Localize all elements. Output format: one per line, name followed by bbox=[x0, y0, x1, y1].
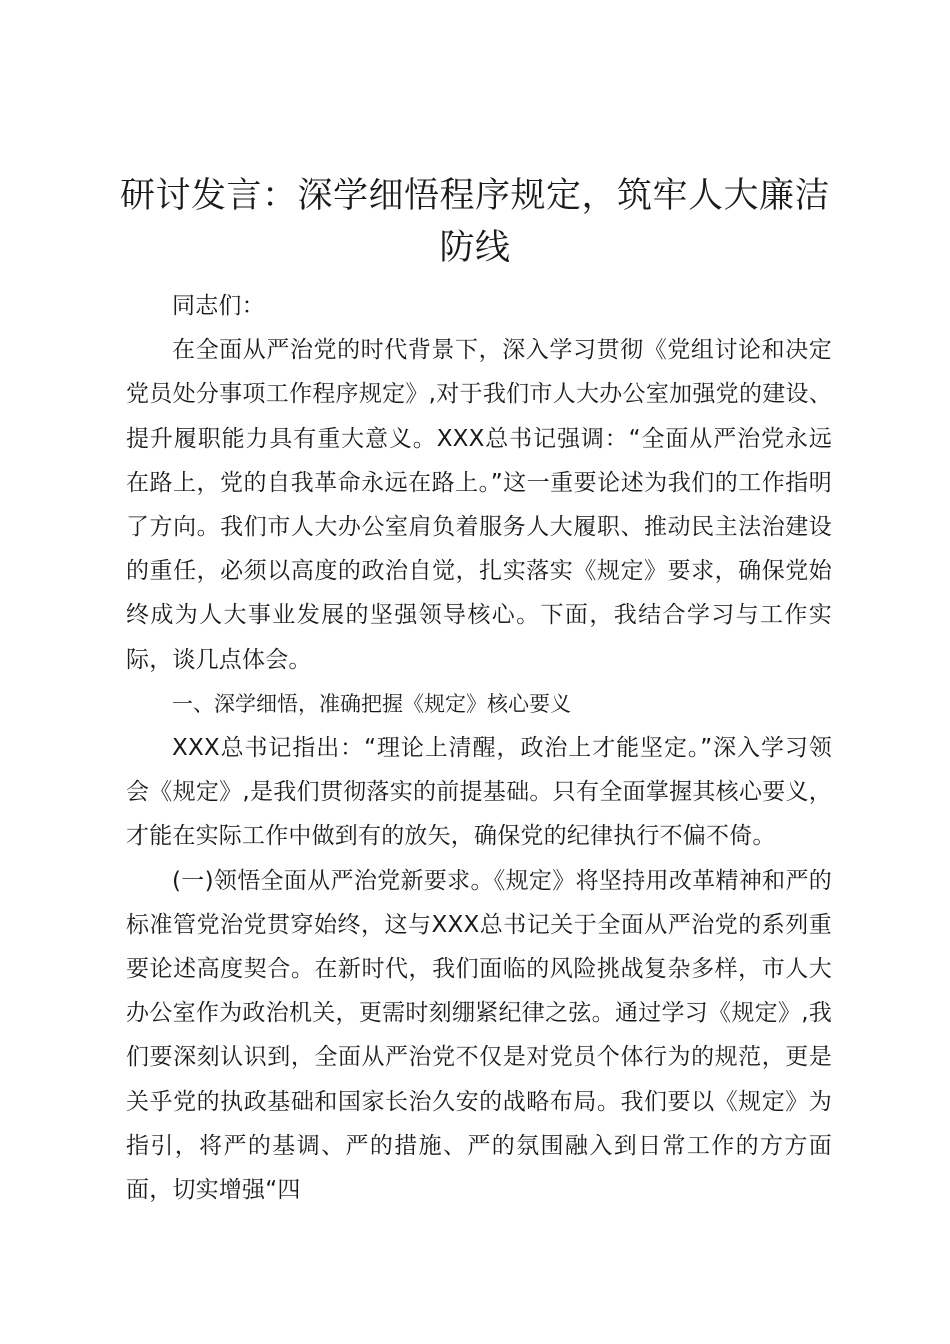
document-title: 研讨发言：深学细悟程序规定，筑牢人大廉洁防线 bbox=[119, 176, 830, 268]
document-body bbox=[126, 284, 832, 1212]
section1-paragraph-1: XXX总书记指出：“理论上清醒，政治上才能坚定。”深入学习领会《规定》,是我们贯彻落实的前提基础。只有全面掌握其核心要义，才能在实际工作中做到有的放矢，确保党的纪律执行不偏不倚。 bbox=[126, 735, 832, 850]
intro-paragraph: 在全面从严治党的时代背景下，深入学习贯彻《党组讨论和决定党员处分事项工作程序规定》,对于我们市人大办公室加强党的建设、提升履职能力具有重大意义。XXX总书记强调：“全面从严治党永远在路上，党的自我革命永远在路上。”这一重要论述为我们的工作指明了方向。我们市人大办公室肩负着服务人大履职、推动民主法治建设的重任，必须以高度的政治自觉，扎实落实《规定》要求，确保党始终成为人大事业发展的坚强领导核心。下面，我结合学习与工作实际，谈几点体会。 bbox=[126, 337, 832, 673]
section-heading-1: 一、深学细悟，准确把握《规定》核心要义 bbox=[172, 691, 571, 716]
section1-paragraph-2: (一)领悟全面从严治党新要求。《规定》将坚持用改革精神和严的标准管党治党贯穿始终，这与XXX总书记关于全面从严治党的系列重要论述高度契合。在新时代，我们面临的风险挑战复杂多样，市人大办公室作为政治机关，更需时刻绷紧纪律之弦。通过学习《规定》,我们要深刻认识到，全面从严治党不仅是对党员个体行为的规范，更是关乎党的执政基础和国家长治久安的战略布局。我们要以《规定》为指引，将严的基调、严的措施、严的氛围融入到日常工作的方方面面，切实增强“四 bbox=[126, 867, 832, 1204]
salutation: 同志们： bbox=[172, 293, 265, 319]
